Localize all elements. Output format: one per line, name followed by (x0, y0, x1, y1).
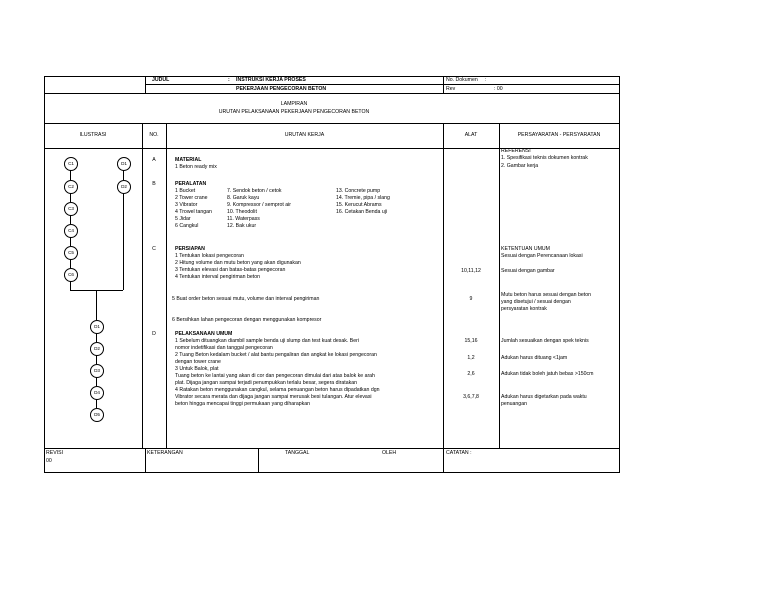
lampiran-subtitle: URUTAN PELAKSANAAN PEKERJAAN PENGECORAN BETON (218, 109, 370, 115)
section-d-no: D (152, 331, 156, 337)
section-d-req: Adukan harus dituang <1jam (501, 355, 568, 361)
document-title-line1: INSTRUKSI KERJA PROSES (236, 77, 306, 83)
section-d-line: 2 Tuang Beton kedalam bucket / alat bantu pengaliran dan angkat ke lokasi pengecoran (175, 352, 377, 358)
section-d-req: Adukan tidak boleh jatuh bebas >150cm (501, 371, 594, 377)
section-d-req: Adukan harus digetarkan pada waktu (501, 394, 587, 400)
section-d-req: Jumlah sesuaikan dengan spek teknis (501, 338, 589, 344)
doc-no-colon: : (485, 77, 487, 83)
equipment-item: 8. Garuk kayu (227, 195, 260, 201)
section-c-req-5: Mutu beton harus sesuai dengan beton (501, 292, 591, 298)
footer-oleh: OLEH (382, 450, 397, 456)
document-title-line2: PEKERJAAN PENGECORAN BETON (236, 86, 327, 92)
section-c-step-6: 6 Bersihkan lahan pengecoran dengan menggunakan kompresor (172, 317, 322, 323)
equipment-item: 11. Waterpass (227, 216, 260, 222)
flow-node-d3: D3 (90, 364, 104, 378)
flow-node-c4: C4 (64, 224, 78, 238)
footer-keterangan: KETERANGAN (147, 450, 183, 456)
section-c-no: C (152, 246, 156, 252)
flow-node-d2-lower: D2 (90, 342, 104, 356)
section-c-line: 1 Tentukan lokasi pengecoran (175, 253, 244, 259)
col-header-ilustrasi: ILUSTRASI (79, 132, 107, 138)
section-d-line: Tuang beton ke lantai yang akan di cor dan pengecoran dimulai dari atas balok ke arah (175, 373, 375, 379)
section-d-line: 1 Sebelum dituangkan diambil sample benda uji slump dan test kuat desak. Beri (175, 338, 359, 344)
equipment-item: 3 Vibrator (175, 202, 198, 208)
section-c-req-1: Sesuai dengan Perencanaan lokasi (501, 253, 583, 259)
equipment-item: 9. Kompressor / semprot air (227, 202, 292, 208)
section-d-line: 3 Untuk Balok, plat (175, 366, 219, 372)
col-header-persyaratan: PERSAYARATAN - PERSYARATAN (517, 132, 601, 138)
section-a-req-title: REFERENSI (501, 148, 531, 154)
section-d-line: beton hingga mencapai tinggi permukaan yang diharapkan (175, 401, 310, 407)
rev-value: : 00 (494, 86, 503, 92)
flow-node-c6: C6 (64, 268, 78, 282)
flow-node-d1: D1 (117, 157, 131, 171)
flow-node-d5: D5 (90, 408, 104, 422)
equipment-item: 10. Theodolit (227, 209, 257, 215)
judul-colon: : (228, 77, 230, 83)
equipment-item: 14. Tremie, pipa / slang (336, 195, 390, 201)
section-c-req-title: KETENTUAN UMUM (501, 246, 550, 252)
equipment-item: 4 Trowel tangan (175, 209, 212, 215)
section-d-line: plat. Dijaga jangan sampai terjadi penumpukkan terlalu besar, segera diratakan (175, 380, 357, 386)
equipment-item: 6 Cangkul (175, 223, 199, 229)
footer-revisi-label: REVISI (46, 450, 64, 456)
section-b-no: B (152, 181, 156, 187)
section-d-alat-2: 1,2 (467, 355, 475, 361)
section-d-alat-1: 15,16 (464, 338, 478, 344)
equipment-item: 2 Tower crane (175, 195, 208, 201)
equipment-item: 12. Bak ukur (227, 223, 257, 229)
section-d-title: PELAKSANAAN UMUM (175, 331, 233, 337)
section-a-title: MATERIAL (175, 157, 202, 163)
rev-label: Rev (446, 86, 456, 92)
equipment-item: 1 Bucket (175, 188, 196, 194)
section-c-title: PERSIAPAN (175, 246, 205, 252)
section-c-alat-5: 9 (469, 296, 473, 302)
equipment-item: 7. Sendok beton / cetok (227, 188, 282, 194)
section-a-req-1: 1. Spesifikasi teknis dokumen kontrak (501, 155, 588, 161)
section-d-line: dengan tower crane (175, 359, 221, 365)
flow-node-c3: C3 (64, 202, 78, 216)
section-c-line: 3 Tentukan elevasi dan batas-batas pengecoran (175, 267, 286, 273)
flow-node-c5: C5 (64, 246, 78, 260)
section-c-req-5: persyaratan kontrak (501, 306, 547, 312)
equipment-item: 16. Cetakan Benda uji (336, 209, 388, 215)
section-b-title: PERALATAN (175, 181, 207, 187)
section-d-line: 4 Ratakan beton menggunakan cangkul, selama penuangan beton harus dipadatkan dgn (175, 387, 380, 393)
section-a-line-1: 1 Beton ready mix (175, 164, 217, 170)
equipment-item: 15. Kerucut Abrams (336, 202, 382, 208)
section-c-alat-3: 10,11,12 (461, 268, 481, 274)
lampiran-title: LAMPIRAN (280, 101, 308, 107)
section-c-step-5: 5 Buat order beton sesuai mutu, volume dan interval pengiriman (172, 296, 320, 302)
footer-tanggal: TANGGAL (285, 450, 310, 456)
section-d-line: Vibrator secara merata dan dijaga jangan sampai merusak besi tulangan. Atur elevasi (175, 394, 372, 400)
section-d-alat-3: 2,6 (467, 371, 475, 377)
judul-label: JUDUL (152, 77, 170, 83)
section-c-req-5: yang disetujui / sesuai dengan (501, 299, 571, 305)
section-a-no: A (152, 157, 156, 163)
doc-no-label: No. Dokumen (446, 77, 478, 83)
col-header-urutan: URUTAN KERJA (284, 132, 325, 138)
flow-node-d2: D2 (117, 180, 131, 194)
section-d-line: nomor indetifikasi dan tanggal pengecoran (175, 345, 273, 351)
footer-catatan: CATATAN : (446, 450, 472, 456)
col-header-alat: ALAT (464, 132, 478, 138)
flow-node-c1: C1 (64, 157, 78, 171)
flow-node-c2: C2 (64, 180, 78, 194)
equipment-item: 13. Concrete pump (336, 188, 381, 194)
flow-node-d1-lower: D1 (90, 320, 104, 334)
section-c-req-3: Sesuai dengan gambar (501, 268, 555, 274)
equipment-item: 5 Jidar (175, 216, 191, 222)
col-header-no: NO. (149, 132, 159, 138)
flow-node-d4: D4 (90, 386, 104, 400)
section-d-alat-4: 3,6,7,8 (463, 394, 479, 400)
section-c-line: 2 Hitung volume dan mutu beton yang akan digunakan (175, 260, 301, 266)
section-c-line: 4 Tentukan interval pengiriman beton (175, 274, 260, 280)
section-a-req-2: 2. Gambar kerja (501, 163, 539, 169)
footer-revisi-value: 00 (46, 458, 52, 464)
section-d-req: penuangan (501, 401, 527, 407)
